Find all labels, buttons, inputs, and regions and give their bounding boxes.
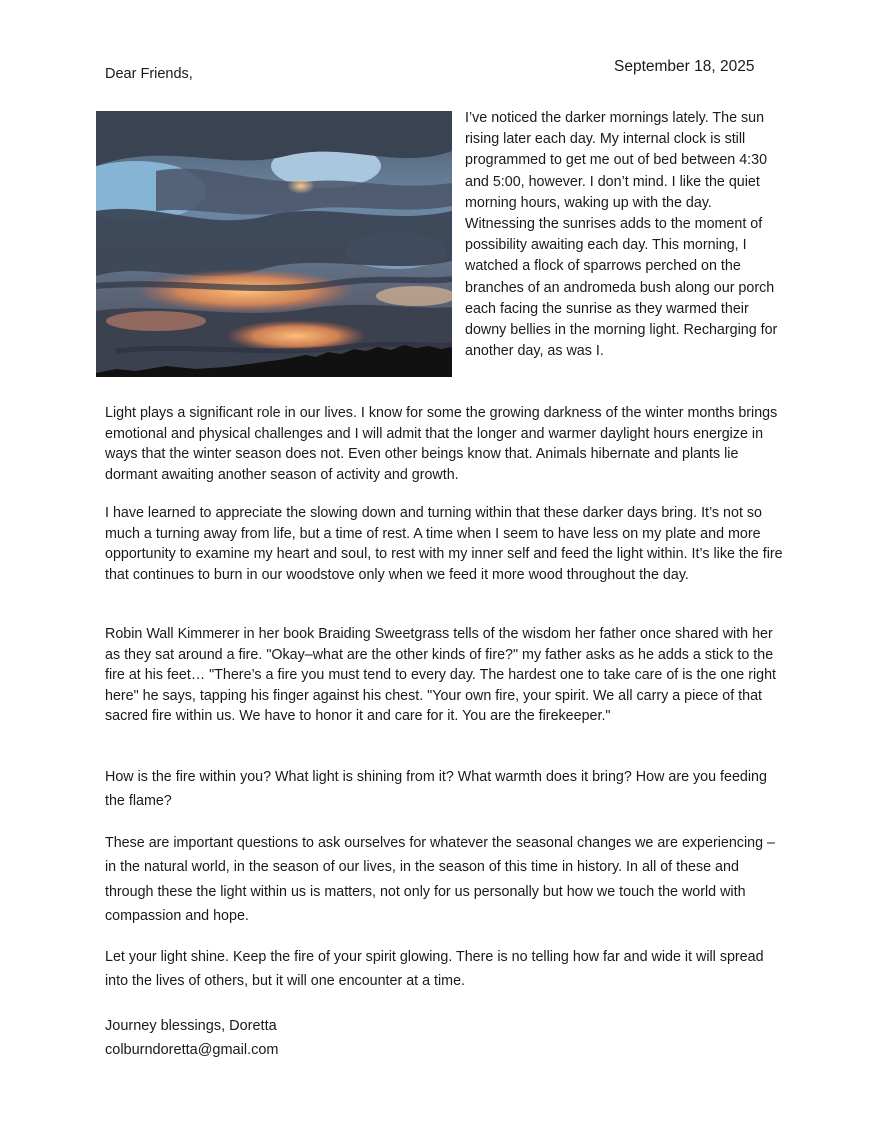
paragraph-light: Light plays a significant role in our lives. I know for some the growing darkness of the winter months brings emotional and physical challenges and I will admit that the longer and warmer daylight hours energize in ways that the winter season does not. Even other beings know that. Animals hibernate and plants lie dormant awaiting another season of activity and growth. — [105, 405, 778, 483]
email-address[interactable]: colburndoretta@gmail.com — [105, 1042, 279, 1058]
intro-paragraph: I’ve noticed the darker mornings lately. The sun rising later each day. My internal clock is still programmed to get me out of bed between 4:30 and 5:00, however. I don’t mind. I like the quiet morning hours, waking up with the day. Witnessing the sunrises adds to the moment of possibility awaiting each day. This morning, I watched a flock of sparrows perched on the branches of an andromeda bush along our porch each facing the sunrise as they warmed their downy bellies in the morning light. Recharging for another day, as was I. — [465, 110, 778, 360]
paragraph-seasonal-changes: These are important questions to ask ourselves for whatever the seasonal changes we are experiencing – in the natural world, in the season of our lives, in the season of this time in history. In all of these and through these the light within us is matters, not only for us personally but how we touch the world with compassion and hope. — [105, 835, 775, 924]
letter-date: September 18, 2025 — [614, 58, 755, 75]
paragraph-slowing-down: I have learned to appreciate the slowing down and turning within that these darker days bring. It’s not so much a turning away from life, but a time of rest. A time when I seem to have less on my plate and more opportunity to examine my heart and soul, to rest with my inner self and feed the light within. It’s like the fire that continues to burn in our woodstove only when we feed it more wood throughout the day. — [105, 505, 783, 583]
paragraph-kimmerer: Robin Wall Kimmerer in her book Braiding Sweetgrass tells of the wisdom her father once shared with her as they sat around a fire. "Okay–what are the other kinds of fire?" my father asks as he adds a stick to the fire at his feet… "There’s a fire you must tend to every day. The hardest one to take care of is the one right here" he says, tapping his finger against his chest. "Your own fire, your spirit. We all carry a piece of that sacred fire within us. We have to honor it and care for it. You are the firekeeper." — [105, 626, 777, 725]
paragraph-questions: How is the fire within you? What light is shining from it? What warmth does it bring? How are you feeding the flame? — [105, 769, 767, 810]
closing-signature: Journey blessings, Doretta — [105, 1018, 277, 1034]
salutation: Dear Friends, — [105, 66, 193, 82]
signoff — [105, 1014, 279, 1062]
paragraph-let-your-light-shine: Let your light shine. Keep the fire of your spirit glowing. There is no telling how far and wide it will spread into the lives of others, but it will one encounter at a time. — [105, 949, 764, 990]
sunrise-clouds-photo — [96, 111, 452, 377]
